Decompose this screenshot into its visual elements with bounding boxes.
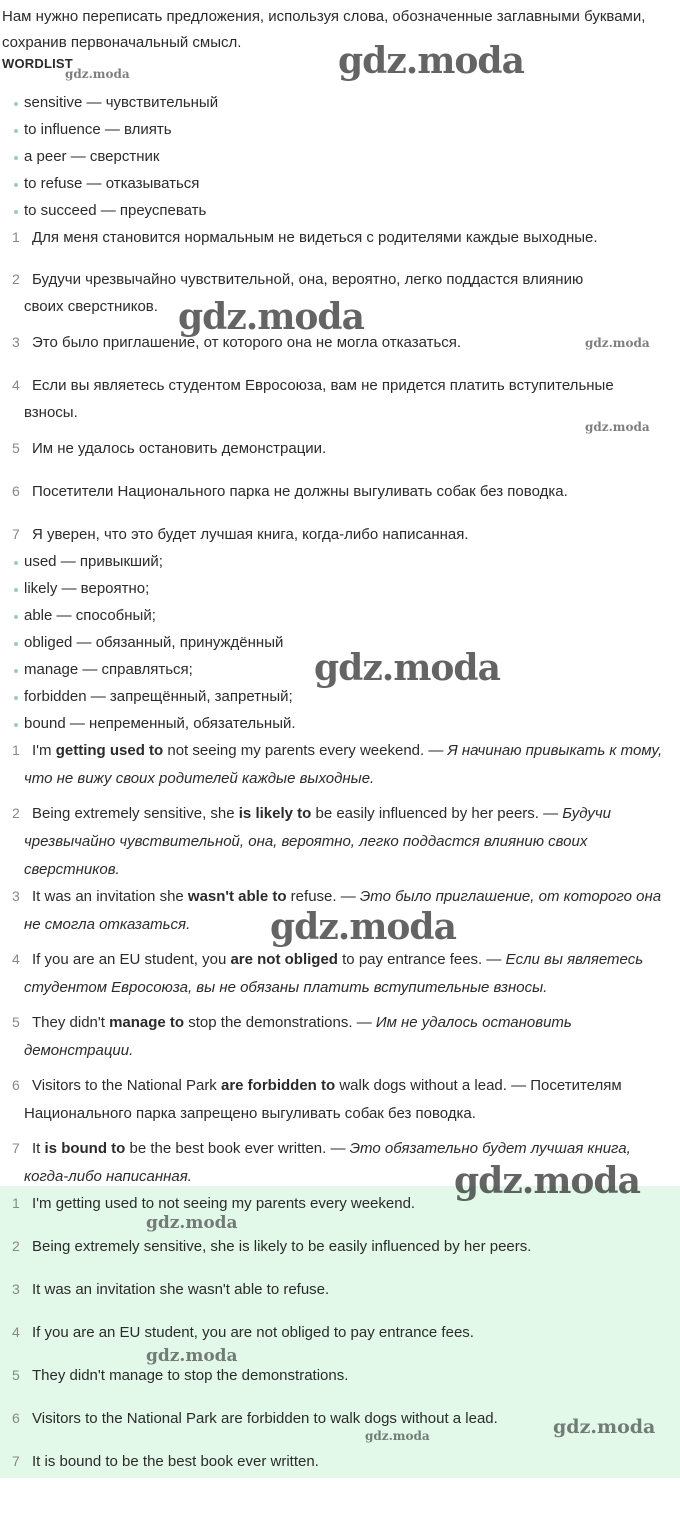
final-number: 5 — [12, 1367, 20, 1383]
task-item — [0, 372, 680, 426]
wordlist-heading: WORDLIST — [2, 56, 73, 71]
keyword-item: used — привыкший; — [0, 548, 680, 575]
task-number: 2 — [12, 271, 20, 287]
watermark: gdz.moda — [314, 647, 500, 689]
watermark: gdz.moda — [585, 420, 650, 434]
final-number: 6 — [12, 1410, 20, 1426]
final-text: It was an invitation she wasn't able to refuse. — [32, 1281, 330, 1298]
answer-number: 7 — [12, 1140, 20, 1156]
bullet-icon — [4, 197, 24, 224]
bullet-icon — [4, 683, 24, 710]
task-item — [0, 224, 680, 251]
final-text: Visitors to the National Park are forbidden to walk dogs without a lead. — [32, 1410, 498, 1427]
bullet-icon — [4, 710, 24, 737]
watermark: gdz.moda — [178, 296, 364, 338]
final-text: I'm getting used to not seeing my parents every weekend. — [32, 1195, 416, 1212]
intro-text: Нам нужно переписать предложения, используя слова, обозначенные заглавными буквами, сохранив первоначальный смысл. — [2, 8, 646, 51]
answer-number: 3 — [12, 888, 20, 904]
bullet-icon — [4, 575, 24, 602]
final-item — [0, 1319, 680, 1346]
wordlist-item: to influence — влиять — [0, 116, 680, 143]
task-text: Если вы являетесь студентом Евросоюза, вам не придется платить вступительные — [32, 377, 614, 394]
task-text: Это было приглашение, от которого она не могла отказаться. — [32, 334, 462, 351]
watermark: gdz.moda — [454, 1160, 640, 1202]
watermark: gdz.moda — [270, 906, 456, 948]
task-item — [0, 478, 680, 505]
task-number: 6 — [12, 483, 20, 499]
bullet-icon — [4, 656, 24, 683]
final-text: They didn't manage to stop the demonstrations. — [32, 1367, 349, 1384]
task-number: 4 — [12, 377, 20, 393]
final-number: 7 — [12, 1453, 20, 1469]
keyword-item: likely — вероятно; — [0, 575, 680, 602]
final-number: 1 — [12, 1195, 20, 1211]
task-text: Я уверен, что это будет лучшая книга, когда-либо написанная. — [32, 526, 469, 543]
final-number: 2 — [12, 1238, 20, 1254]
wordlist-item: sensitive — чувствительный — [0, 89, 680, 116]
task-text: Посетители Национального парка не должны выгуливать собак без поводка. — [32, 483, 568, 500]
task-text: Будучи чрезвычайно чувствительной, она, вероятно, легко поддастся влиянию — [32, 271, 584, 288]
keyword-item: manage — справляться; — [0, 656, 680, 683]
wordlist-item: to refuse — отказываться — [0, 170, 680, 197]
watermark: gdz.moda — [365, 1429, 430, 1443]
answer-number: 4 — [12, 951, 20, 967]
task-text-cont: взносы. — [24, 404, 78, 421]
answer-number: 6 — [12, 1077, 20, 1093]
watermark: gdz.moda — [146, 1346, 238, 1366]
watermark: gdz.moda — [585, 336, 650, 350]
final-item — [0, 1448, 680, 1475]
watermark: gdz.moda — [553, 1416, 656, 1438]
keyword-item: obliged — обязанный, принуждённый — [0, 629, 680, 656]
final-number: 4 — [12, 1324, 20, 1340]
answer-number: 2 — [12, 805, 20, 821]
keyword-item: forbidden — запрещённый, запретный; — [0, 683, 680, 710]
final-item — [0, 1276, 680, 1303]
bullet-icon — [4, 170, 24, 197]
watermark: gdz.moda — [146, 1213, 238, 1233]
bullet-icon — [4, 629, 24, 656]
task-number: 7 — [12, 526, 20, 542]
watermark: gdz.moda — [338, 40, 524, 82]
wordlist-item: a peer — сверстник — [0, 143, 680, 170]
bullet-icon — [4, 143, 24, 170]
final-text: If you are an EU student, you are not obliged to pay entrance fees. — [32, 1324, 474, 1341]
task-number: 1 — [12, 229, 20, 245]
answer-number: 1 — [12, 742, 20, 758]
bullet-icon — [4, 89, 24, 116]
bullet-icon — [4, 548, 24, 575]
answer-number: 5 — [12, 1014, 20, 1030]
wordlist-item: to succeed — преуспевать — [0, 197, 680, 224]
keyword-item: able — способный; — [0, 602, 680, 629]
final-item — [0, 1362, 680, 1389]
final-text: Being extremely sensitive, she is likely to be easily influenced by her peers. — [32, 1238, 532, 1255]
task-number: 5 — [12, 440, 20, 456]
final-number: 3 — [12, 1281, 20, 1297]
watermark: gdz.moda — [65, 67, 130, 81]
task-text: Им не удалось остановить демонстрации. — [32, 440, 327, 457]
task-item — [0, 435, 680, 462]
task-text-cont: своих сверстников. — [24, 298, 158, 315]
bullet-icon — [4, 602, 24, 629]
task-item — [0, 521, 680, 548]
final-text: It is bound to be the best book ever written. — [32, 1453, 319, 1470]
keyword-item: bound — непременный, обязательный. — [0, 710, 680, 737]
task-number: 3 — [12, 334, 20, 350]
task-text: Для меня становится нормальным не видеться с родителями каждые выходные. — [32, 229, 598, 246]
final-item — [0, 1233, 680, 1260]
bullet-icon — [4, 116, 24, 143]
